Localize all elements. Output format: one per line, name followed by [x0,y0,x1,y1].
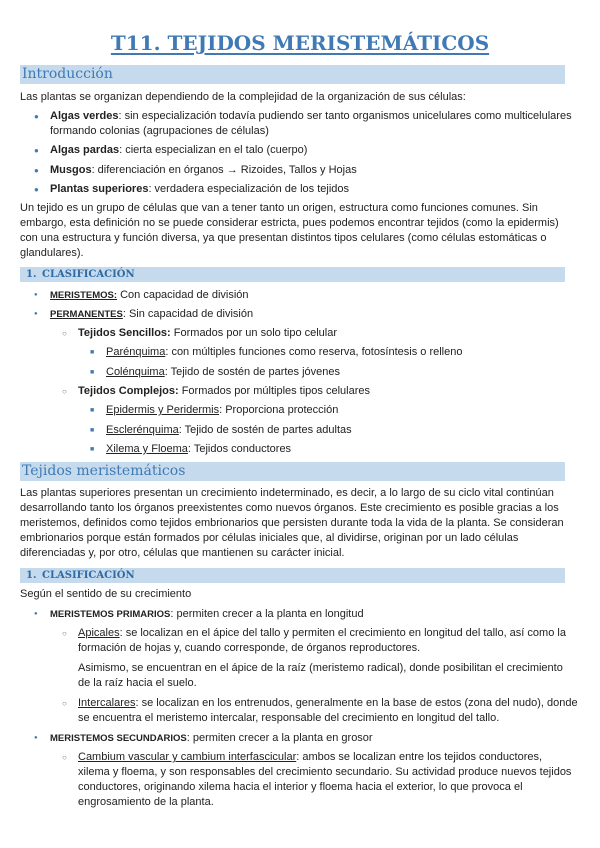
list-item: ● Algas pardas: cierta especializan en el talo (cuerpo) [50,143,572,158]
list-item: ■ Esclerénquima: Tejido de sostén de partes adultas [106,423,566,438]
list-item: ● Algas verdes: sin especialización todavía pudiendo ser tanto organismos unicelulares como multicelulares formando colonias (agrupaciones de células) [50,109,572,139]
list-item: ● PERMANENTES: Sin capacidad de división [50,307,570,322]
merist-paragraph: Las plantas superiores presentan un crecimiento indeterminado, es decir, a lo largo de su ciclo vital continúan desarrollando tanto los órganos preexistentes como nuevos órganos. Este crecimiento es posible gracias a los meristemos, definidos como tejidos embrionarios que persisten durante toda la vida de la planta. Se consideran embrionarios porque están formados por células iniciales que, al dividirse, originan por un lado células diferenciadas y, por otro, células que mantienen su carácter inicial. [20,487,564,559]
page-title: T11. TEJIDOS MERISTEMÁTICOS [110,31,490,55]
list-item: ○ Apicales: se localizan en el ápice del tallo y permiten el crecimiento en longitud del tallo, así como la formación de hojas y, cuando corresponde, de órganos reproductores. [78,626,572,656]
intro-paragraph: Un tejido es un grupo de células que van a tener tanto un origen, estructura como funciones comunes. Sin embargo, esta definición no se puede considerar estricta, pues podemos encontrar tejidos (como la epidermis) con una estructura y función diversa, ya que presentan distintos tipos celulares (como células estomáticas o glandulares). [20,202,559,259]
list-item: ○ Tejidos Complejos: Formados por múltiples tipos celulares [78,384,568,399]
section-heading-tejidos-meristematicos: Tejidos meristemáticos [20,462,565,481]
list-item-continuation: Asimismo, se encuentran en el ápice de la raíz (meristemo radical), donde posibilitan el crecimiento de la raíz hacia el suelo. [78,662,563,689]
list-item: ■ Epidermis y Peridermis: Proporciona protección [106,403,566,418]
list-item: ■ Colénquima: Tejido de sostén de partes jóvenes [106,365,566,380]
intro-lead: Las plantas se organizan dependiendo de la complejidad de la organización de sus células: [20,91,466,103]
list-item: ○ Intercalares: se localizan en los entrenudos, generalmente en la base de estos (zona del nudo), donde se encuentra el meristemo intercalar, responsable del crecimiento en longitud del tallo. [78,696,578,726]
list-item: ■ Parénquima: con múltiples funciones como reserva, fotosíntesis o relleno [106,345,566,360]
subheading-clasificacion: 1. CLASIFICACIÓN [20,568,565,583]
list-item: ● Plantas superiores: verdadera especialización de los tejidos [50,182,572,197]
subheading-clasificacion: 1. CLASIFICACIÓN [20,267,565,282]
list-item: ○ Cambium vascular y cambium interfascicular: ambos se localizan entre los tejidos conductores, xilema y floema, y son responsables del crecimiento secundario. Su actividad produce nuevos tejidos conductores, originando xilema hacia el interior y floema hacia el exterior, lo que provoca el engrosamiento de la planta. [78,750,572,810]
list-item: ● MERISTEMOS: Con capacidad de división [50,288,570,303]
merist-lead: Según el sentido de su crecimiento [20,588,192,600]
section-heading-introduccion: Introducción [20,65,565,84]
list-item: ○ Tejidos Sencillos: Formados por un solo tipo celular [78,326,568,341]
list-item: ● MERISTEMOS SECUNDARIOS: permiten crecer a la planta en grosor [50,731,570,746]
list-item: ■ Xilema y Floema: Tejidos conductores [106,442,566,457]
list-item: ● Musgos: diferenciación en órganos → Rizoides, Tallos y Hojas [50,163,572,178]
list-item: ● MERISTEMOS PRIMARIOS: permiten crecer a la planta en longitud [50,607,570,622]
